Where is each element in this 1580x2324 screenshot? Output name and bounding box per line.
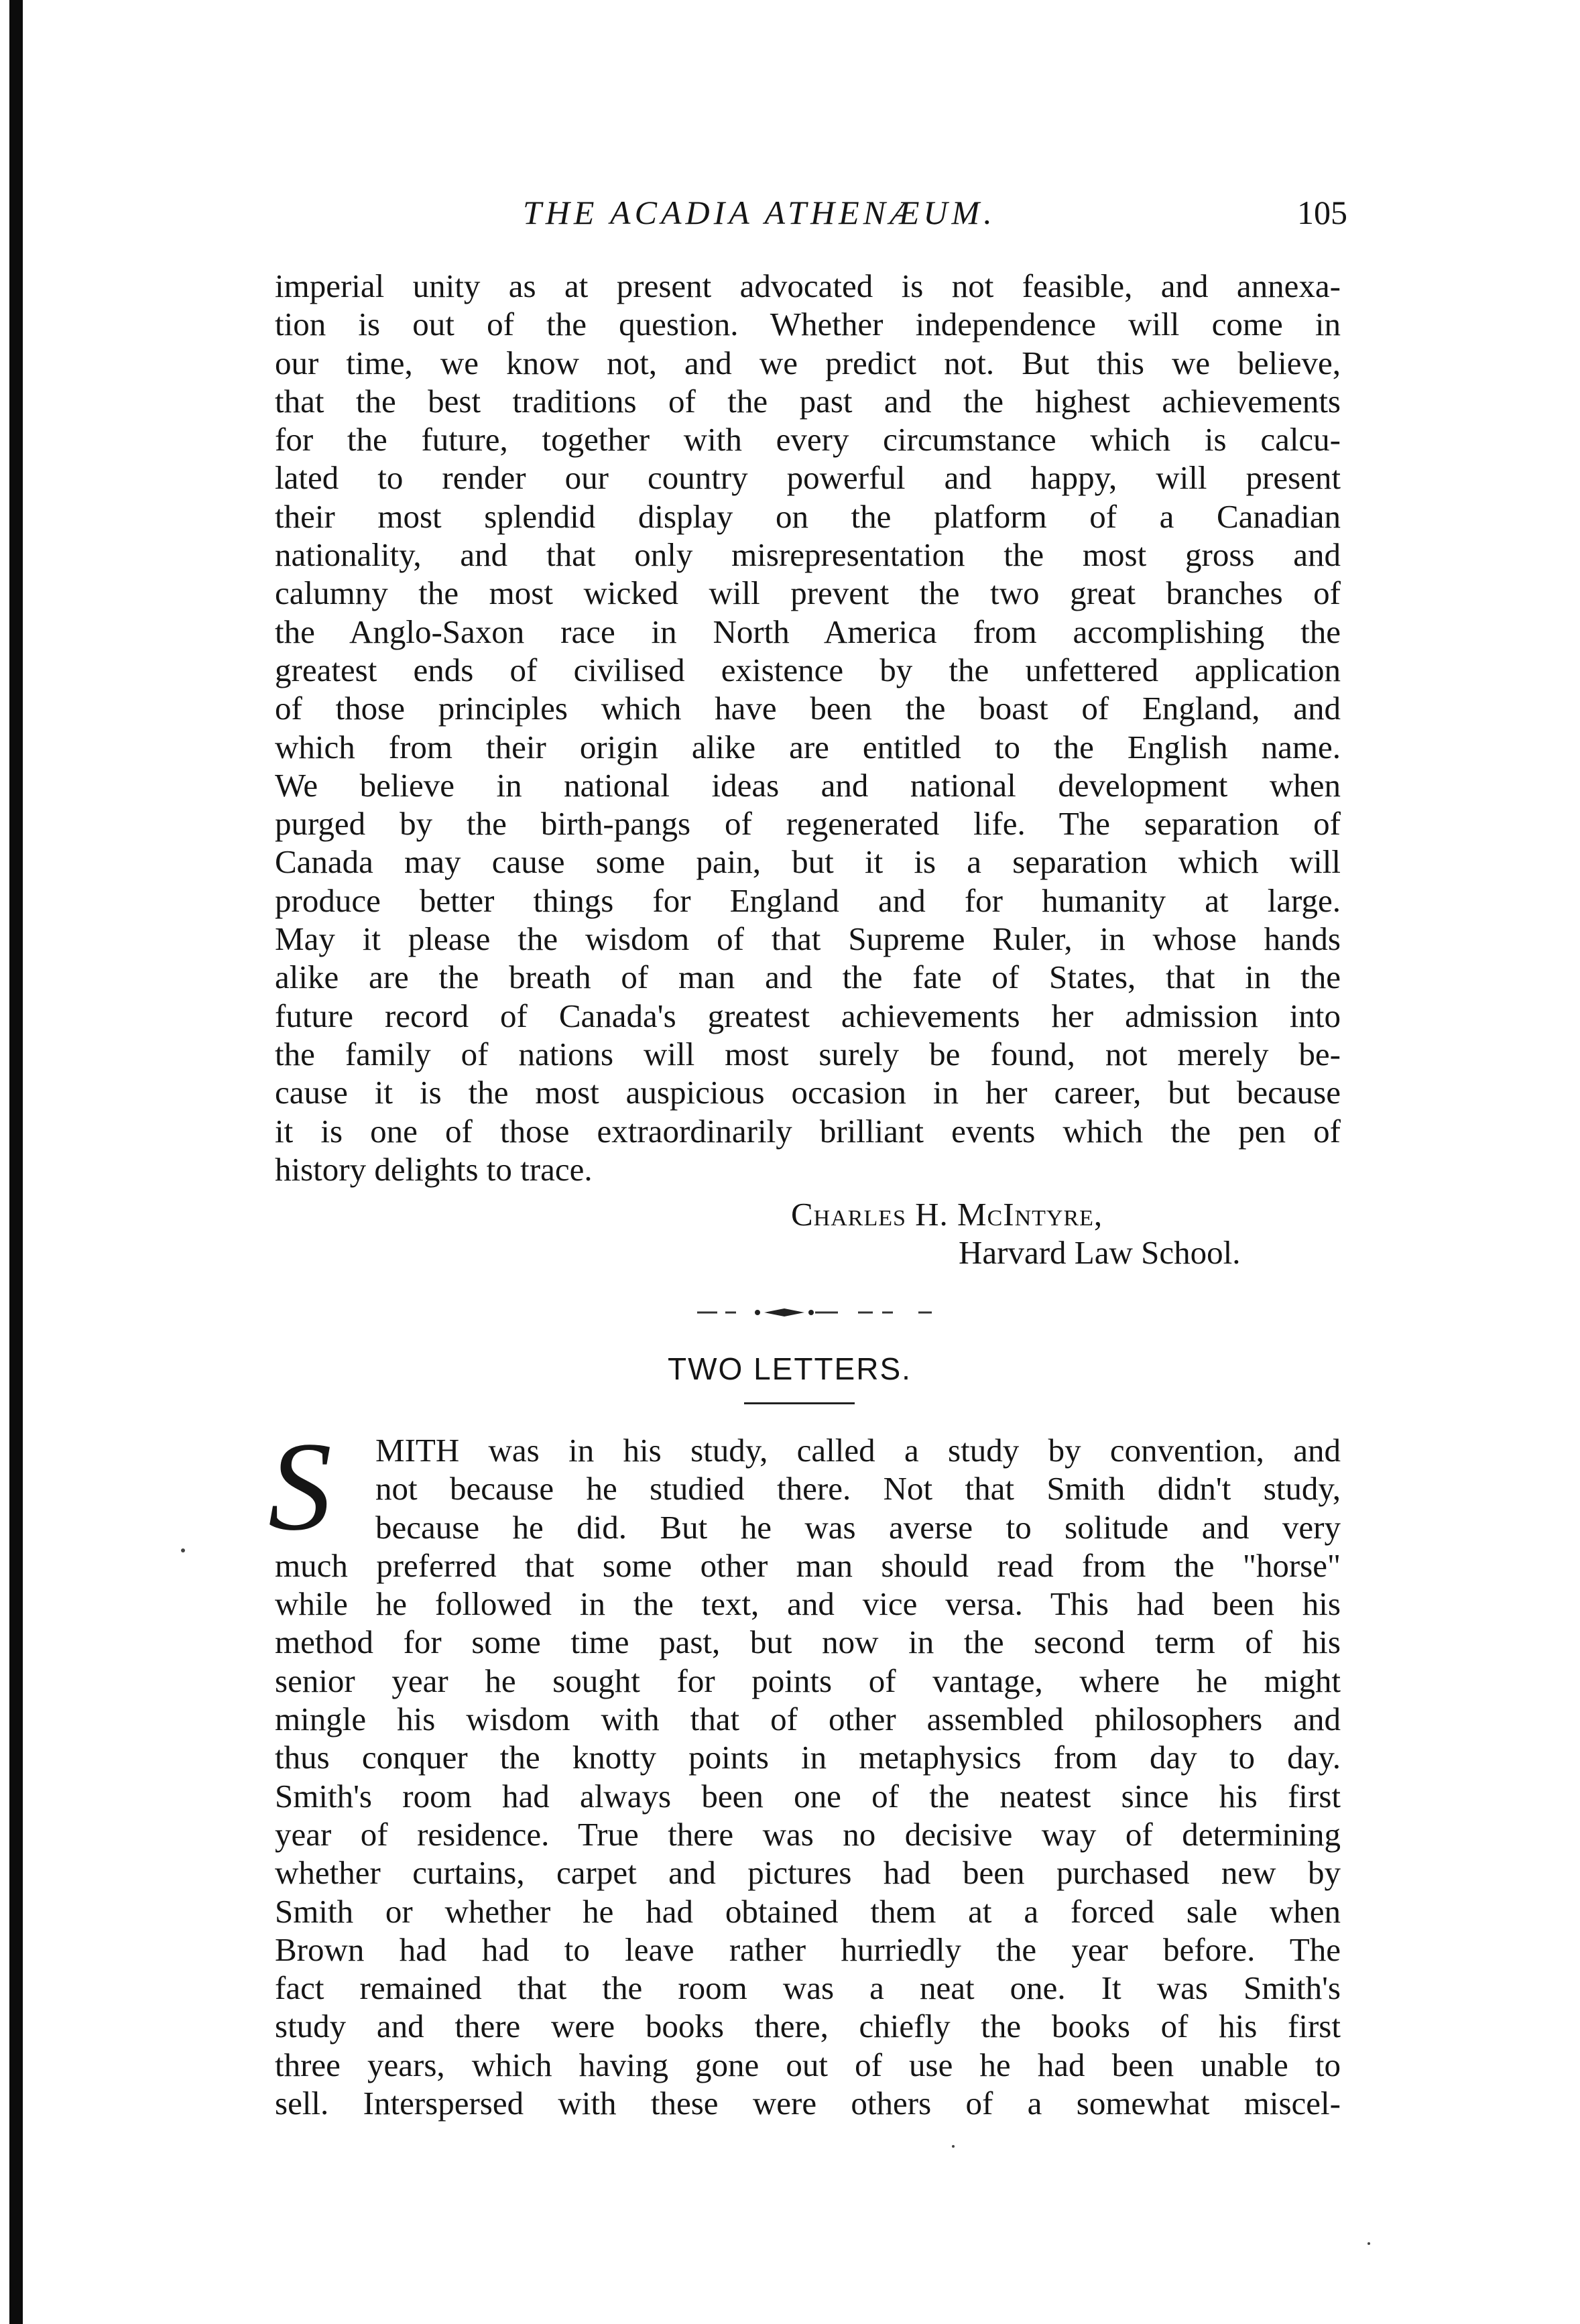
text-line: MITH was in his study, called a study by convention, and	[375, 1432, 1341, 1469]
print-speck	[181, 1548, 185, 1552]
text-line: study and there were books there, chiefly the books of his first	[275, 2008, 1341, 2045]
text-line: calumny the most wicked will prevent the two great branches of	[275, 574, 1341, 612]
text-line: senior year he sought for points of vantage, where he might	[275, 1662, 1341, 1699]
text-line: not because he studied there. Not that Smith didn't study,	[375, 1470, 1341, 1508]
text-line: much preferred that some other man should read from the "horse"	[275, 1546, 1341, 1584]
text-line: nationality, and that only misrepresentation the most gross and	[275, 536, 1341, 574]
text-line: it is one of those extraordinarily brilliant events which the pen of	[275, 1112, 1341, 1150]
text-line: May it please the wisdom of that Supreme Ruler, in whose hands	[275, 920, 1341, 958]
text-line: sell. Interspersed with these were others of a somewhat miscel-	[275, 2085, 1341, 2122]
running-header	[268, 193, 1361, 247]
heading-underline	[744, 1402, 855, 1404]
print-speck	[1368, 2242, 1370, 2245]
text-line: Smith's room had always been one of the neatest since his first	[275, 1777, 1341, 1815]
page-number: 105	[1297, 194, 1347, 231]
text-line: cause it is the most auspicious occasion in her career, but because	[275, 1074, 1341, 1111]
author-affiliation: Harvard Law School.	[959, 1234, 1241, 1271]
text-line: Smith or whether he had obtained them at a forced sale when	[275, 1892, 1341, 1930]
text-line: of those principles which have been the boast of England, and	[275, 690, 1341, 727]
text-line: Canada may cause some pain, but it is a separation which will	[275, 843, 1341, 881]
text-line: history delights to trace.	[275, 1150, 593, 1188]
text-line: Brown had had to leave rather hurriedly the year before. The	[275, 1931, 1341, 1968]
text-line: method for some time past, but now in the second term of his	[275, 1624, 1341, 1661]
text-line: mingle his wisdom with that of other assembled philosophers and	[275, 1701, 1341, 1738]
text-line: while he followed in the text, and vice versa. This had been his	[275, 1585, 1341, 1623]
text-line: which from their origin alike are entitled to the English name.	[275, 728, 1341, 766]
article-body-conclusion	[275, 267, 1341, 1188]
text-line: year of residence. True there was no decisive way of determining	[275, 1815, 1341, 1853]
text-line: for the future, together with every circumstance which is calcu-	[275, 421, 1341, 458]
text-line: thus conquer the knotty points in metaphysics from day to day.	[275, 1739, 1341, 1776]
section-divider-ornament	[697, 1306, 938, 1319]
text-line: the family of nations will most surely be found, not merely be-	[275, 1035, 1341, 1073]
text-line: their most splendid display on the platform of a Canadian	[275, 497, 1341, 535]
text-line: our time, we know not, and we predict not. But this we believe,	[275, 344, 1341, 381]
text-line: future record of Canada's greatest achievements her admission into	[275, 997, 1341, 1034]
running-title: THE ACADIA ATHENÆUM.	[523, 194, 996, 231]
text-line: the Anglo-Saxon race in North America from accomplishing the	[275, 613, 1341, 650]
text-line: fact remained that the room was a neat one. It was Smith's	[275, 1969, 1341, 2007]
print-speck	[952, 2145, 955, 2148]
text-line: imperial unity as at present advocated is not feasible, and annexa-	[275, 267, 1341, 304]
text-line: three years, which having gone out of use he had been unable to	[275, 2046, 1341, 2083]
text-line: alike are the breath of man and the fate of States, that in the	[275, 959, 1341, 996]
article-body-two-letters	[275, 1431, 1341, 2122]
text-line: that the best traditions of the past and the highest achievements	[275, 382, 1341, 420]
author-name: Charles H. McIntyre,	[791, 1196, 1103, 1233]
article-heading: TWO LETTERS.	[668, 1351, 912, 1386]
text-line: because he did. But he was averse to solitude and very	[375, 1508, 1341, 1546]
text-line: whether curtains, carpet and pictures had been purchased new by	[275, 1854, 1341, 1892]
text-line: lated to render our country powerful and happy, will present	[275, 459, 1341, 497]
text-line: produce better things for England and for humanity at large.	[275, 881, 1341, 919]
author-signature	[791, 1195, 1240, 1272]
text-line: We believe in national ideas and national development when	[275, 766, 1341, 804]
text-line: tion is out of the question. Whether independence will come in	[275, 306, 1341, 343]
text-line: purged by the birth-pangs of regenerated life. The separation of	[275, 805, 1341, 843]
text-line: greatest ends of civilised existence by the unfettered application	[275, 651, 1341, 688]
page-binding-edge	[9, 0, 23, 2324]
drop-cap-letter: S	[268, 1416, 332, 1557]
